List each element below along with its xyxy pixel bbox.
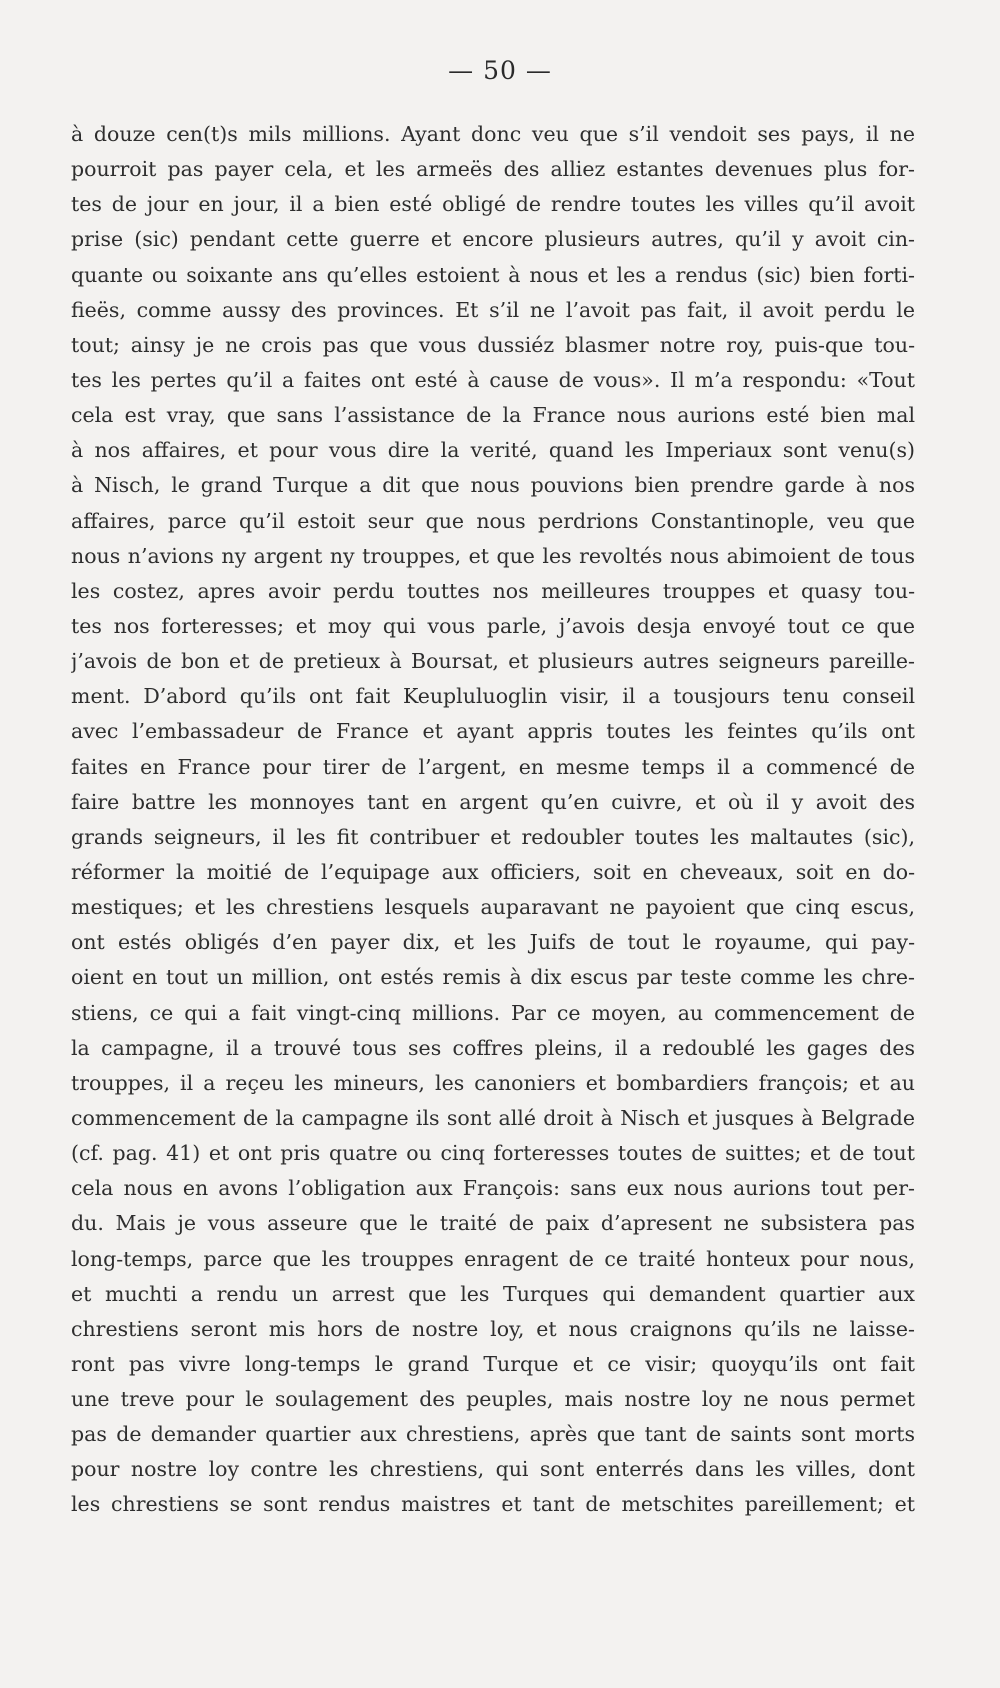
- text-line: une treve pour le soulagement des peuples, mais nostre loy ne nous permet: [71, 1387, 915, 1412]
- text-line: à nos affaires, et pour vous dire la verité, quand les Imperiaux sont venu(s): [71, 438, 915, 463]
- text-line: les costez, apres avoir perdu touttes nos meilleures trouppes et quasy tou-: [71, 578, 915, 603]
- text-line: réformer la moitié de l’equipage aux officiers, soit en cheveaux, soit en do-: [71, 859, 915, 884]
- text-line: la campagne, il a trouvé tous ses coffres pleins, il a redoublé les gages des: [71, 1035, 915, 1060]
- text-line: prise (sic) pendant cette guerre et encore plusieurs autres, qu’il y avoit cin-: [71, 227, 915, 252]
- text-line: chrestiens seront mis hors de nostre loy, et nous craignons qu’ils ne laisse-: [71, 1316, 915, 1341]
- text-line: tes nos forteresses; et moy qui vous parle, j’avois desja envoyé tout ce que: [71, 613, 915, 638]
- text-line: avec l’embassadeur de France et ayant appris toutes les feintes qu’ils ont: [71, 719, 915, 744]
- text-line: faire battre les monnoyes tant en argent qu’en cuivre, et où il y avoit des: [71, 789, 915, 814]
- text-line: nous n’avions ny argent ny trouppes, et que les revoltés nous abimoient de tous: [71, 543, 915, 568]
- text-line: ment. D’abord qu’ils ont fait Keupluluoglin visir, il a tousjours tenu conseil: [71, 684, 915, 709]
- text-line: grands seigneurs, il les fit contribuer et redoubler toutes les maltautes (sic),: [71, 824, 915, 849]
- text-line: à douze cen(t)s mils millions. Ayant donc veu que s’il vendoit ses pays, il ne: [71, 122, 915, 146]
- text-line: j’avois de bon et de pretieux à Boursat, et plusieurs autres seigneurs pareille-: [71, 649, 915, 674]
- body-text: [71, 117, 915, 1523]
- text-line: et muchti a rendu un arrest que les Turques qui demandent quartier aux: [71, 1281, 915, 1306]
- text-line: tes de jour en jour, il a bien esté obligé de rendre toutes les villes qu’il avoit: [71, 192, 915, 217]
- text-line: faites en France pour tirer de l’argent, en mesme temps il a commencé de: [71, 754, 915, 779]
- text-line: pourroit pas payer cela, et les armeës des alliez estantes devenues plus for-: [71, 157, 915, 182]
- text-line: tes les pertes qu’il a faites ont esté à cause de vous». Il m’a respondu: «Tout: [71, 367, 915, 392]
- text-line: fieës, comme aussy des provinces. Et s’il ne l’avoit pas fait, il avoit perdu le: [71, 297, 915, 322]
- text-line: pour nostre loy contre les chrestiens, qui sont enterrés dans les villes, dont: [71, 1457, 915, 1482]
- text-line: à Nisch, le grand Turque a dit que nous pouvions bien prendre garde à nos: [71, 473, 915, 498]
- text-line: stiens, ce qui a fait vingt-cinq millions. Par ce moyen, au commencement de: [71, 1000, 915, 1025]
- text-line: oient en tout un million, ont estés remis à dix escus par teste comme les chre-: [71, 965, 915, 990]
- text-line: (cf. pag. 41) et ont pris quatre ou cinq forteresses toutes de suittes; et de tout: [71, 1141, 915, 1166]
- text-line: cela est vray, que sans l’assistance de la France nous aurions esté bien mal: [71, 403, 915, 428]
- text-line: mestiques; et les chrestiens lesquels auparavant ne payoient que cinq escus,: [71, 895, 915, 920]
- text-line: trouppes, il a reçeu les mineurs, les canoniers et bombardiers françois; et au: [71, 1070, 915, 1095]
- text-line: les chrestiens se sont rendus maistres et tant de metschites pareillement; et: [71, 1492, 915, 1517]
- text-line: ront pas vivre long-temps le grand Turque et ce visir; quoyqu’ils ont fait: [71, 1351, 915, 1376]
- page-number: — 50 —: [448, 56, 552, 85]
- text-line: tout; ainsy je ne crois pas que vous dussiéz blasmer notre roy, puis-que tou-: [71, 332, 915, 357]
- text-line: ont estés obligés d’en payer dix, et les Juifs de tout le royaume, qui pay-: [71, 930, 915, 955]
- text-line: affaires, parce qu’il estoit seur que nous perdrions Constantinople, veu que: [71, 508, 915, 533]
- text-line: quante ou soixante ans qu’elles estoient à nous et les a rendus (sic) bien forti-: [71, 262, 915, 287]
- text-line: pas de demander quartier aux chrestiens, après que tant de saints sont morts: [71, 1422, 915, 1447]
- text-line: cela nous en avons l’obligation aux François: sans eux nous aurions tout per-: [71, 1176, 915, 1201]
- text-line: commencement de la campagne ils sont allé droit à Nisch et jusques à Belgrade: [71, 1105, 915, 1130]
- text-line: long-temps, parce que les trouppes enragent de ce traité honteux pour nous,: [71, 1246, 915, 1271]
- text-line: du. Mais je vous asseure que le traité de paix d’apresent ne subsistera pas: [71, 1211, 915, 1236]
